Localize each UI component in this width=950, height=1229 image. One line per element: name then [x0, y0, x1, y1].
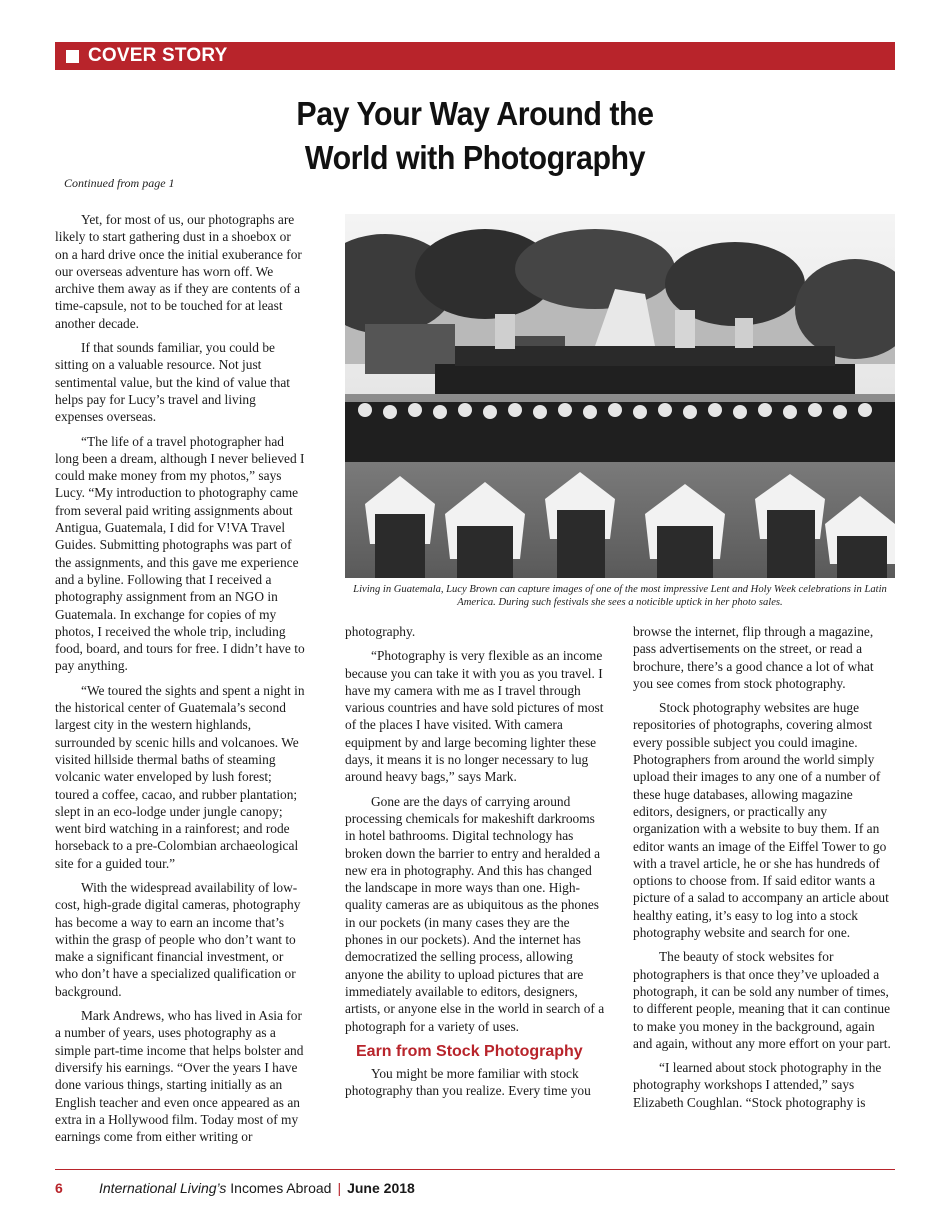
column-2: [345, 623, 607, 1107]
col1-paragraph: Mark Andrews, who has lived in Asia for a number of years, uses photography as a simple part-time income that helps bolster and diversify his earnings. “Over the years I have done various things, starting initially as an English teacher and even once appeared as an extra in a Hollywood film. Today most of my earnings come from either writing or: [55, 1008, 304, 1145]
footer-divider: [55, 1169, 895, 1170]
headline-line-2: World with Photography: [304, 139, 646, 176]
col3-paragraph: Stock photography websites are huge repositories of photographs, covering almost every possible subject you could imagine. Photographers from around the world simply upload their images to any one of a number of these huge databases, allowing magazine editors, designers, or practically any organization with a website to buy them. If an editor wants an image of the Eiffel Tower to go with a travel article, he or she has hundreds of options to choose from. If said editor wants a picture of a salad to accompany an article about healthy eating, it’s easy to log into a stock photography website and search for one.: [633, 700, 889, 941]
col3-paragraph: “I learned about stock photography in the photography workshops I attended,” says Elizabeth Coughlan. “Stock photography is: [633, 1060, 882, 1110]
col3-paragraph: browse the internet, flip through a magazine, pass advertisements on the street, or read a brochure, there’s a good chance a lot of what you see comes from stock photography.: [633, 624, 874, 691]
photo-caption: Living in Guatemala, Lucy Brown can capture images of one of the most impressive Lent and Holy Week celebrations in Latin America. During such festivals she sees a noticible uptick in her photo sales.: [353, 584, 887, 608]
continued-note: Continued from page 1: [64, 176, 175, 190]
col3-paragraph: The beauty of stock websites for photographers is that once they’ve uploaded a photograph, it can be sold any number of times, to different people, meaning that it can continue to make you money in the background, again and again, without any more effort on your part.: [633, 949, 891, 1051]
col1-paragraph: With the widespread availability of low-cost, high-grade digital cameras, photography has become a way to earn an income that’s within the grasp of people who don’t want to make a significant financial investment, or who don’t have a specialized qualification or background.: [55, 879, 301, 999]
col1-paragraph: If that sounds familiar, you could be sitting on a valuable resource. Not just sentimental value, but the kind of value that helps pay for Lucy’s travel and living expenses overseas.: [55, 340, 291, 425]
section-header-bar: [55, 42, 895, 70]
col2-paragraph: You might be more familiar with stock photography than you realize. Every time you: [345, 1066, 591, 1099]
col1-paragraph: Yet, for most of us, our photographs are likely to start gathering dust in a shoebox or on a hard drive once the initial exuberance for our overseas adventure has worn off. We archive them away as if they are contents of a time-capsule, not to be touched for at least another decade.: [55, 212, 302, 331]
issue-date: June 2018: [347, 1180, 415, 1196]
square-bullet-icon: [66, 50, 79, 63]
festival-photo: [345, 214, 895, 578]
col2-paragraph: photography.: [345, 624, 416, 639]
col1-paragraph: “The life of a travel photographer had long been a dream, although I never believed I could make money from my photos,” says Lucy. “My introduction to photography came from several paid writing assignments about Antigua, Guatemala, I did for V!VA Travel Guides. Submitting photographs was part of the assignments, and this gave me experience and a byline. Following that I received a photography assignment from an NGO in Guatemala. In exchange for copies of my photos, I received the whole trip, including food, board, and tours for free. I didn’t have to pay anything.: [55, 433, 305, 674]
page-footer: [55, 1180, 415, 1196]
article-headline: [222, 92, 728, 180]
section-label: COVER STORY: [88, 45, 228, 66]
column-3: [633, 623, 895, 1118]
publication-name: Incomes Abroad: [226, 1180, 332, 1196]
publication-name-italic: International Living’s: [99, 1180, 227, 1196]
column-1: [55, 211, 305, 1152]
headline-line-1: Pay Your Way Around the: [296, 95, 654, 132]
col2-paragraph: Gone are the days of carrying around processing chemicals for makeshift darkrooms in hotel bathrooms. Digital technology has broken down the barrier to entry and heralded a new era in photography. And this has changed the landscape in more ways than one. High-quality cameras are as ubiquitous as the phones in our pockets (in many cases they are the phones in our pockets). And the internet has democratized the selling process, allowing anyone the ability to upload pictures that are immediately available to editors, designers, artists, or anyone else in the world in search of a photograph for a variety of uses.: [345, 793, 605, 1034]
col1-paragraph: “We toured the sights and spent a night in the historical center of Guatemala’s second largest city in the western highlands, surrounded by scenic hills and volcanoes. We visited hillside thermal baths of steaming volcanic water enveloped by lush forest; toured a coffee, cacao, and rubber plantation; slept in an eco-lodge under jungle canopy; went bird watching in a rainforest; and rode horseback to a pre-Colombian archaeological site for a guided tour.”: [55, 682, 305, 871]
footer-separator: |: [337, 1180, 342, 1196]
page-number: 6: [55, 1180, 63, 1196]
section-subheading: Earn from Stock Photography: [356, 1042, 583, 1060]
col2-paragraph: “Photography is very flexible as an income because you can take it with you as you travel. I have my camera with me as I travel through various countries and have sold pictures of most of the places I have visited. With camera equipment by and large becoming lighter these days, it means it is no longer necessary to lug around heavy bags,” says Mark.: [345, 648, 604, 785]
